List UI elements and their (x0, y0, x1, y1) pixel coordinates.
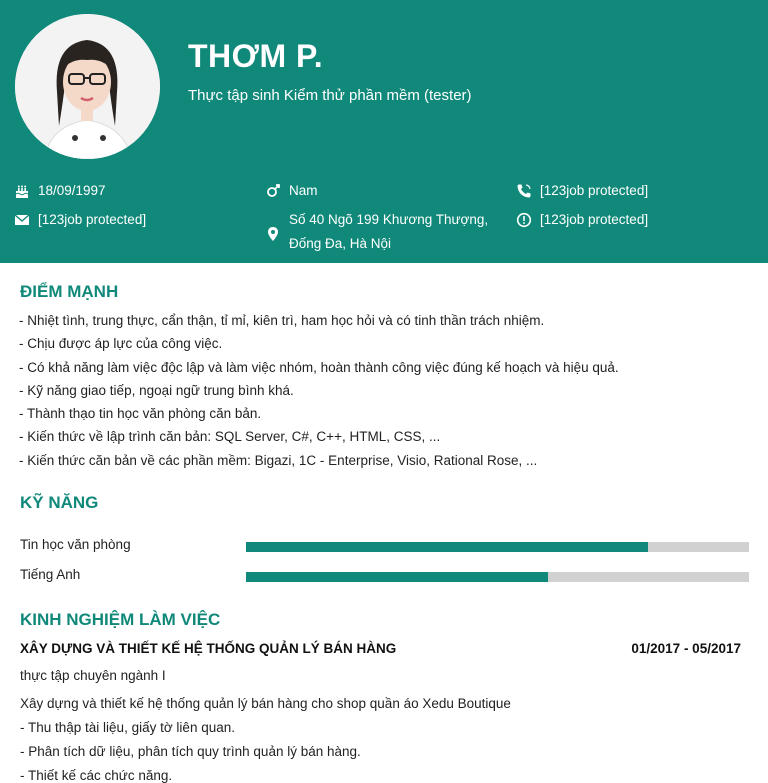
skills-heading: KỸ NĂNG (20, 493, 99, 512)
address-line-2: Đống Đa, Hà Nội (289, 236, 392, 251)
strengths-heading: ĐIỂM MẠNH (20, 282, 119, 301)
phone-text[interactable]: [123job protected] (540, 183, 649, 198)
job-role: thực tập chuyên ngành I (20, 668, 166, 683)
strength-item: - Thành thạo tin học văn phòng căn bản. (19, 406, 262, 422)
experience-heading: KINH NGHIỆM LÀM VIỆC (20, 610, 221, 629)
skill-level-fill (246, 542, 648, 552)
website-text[interactable]: [123job protected] (540, 212, 649, 227)
strength-item: - Có khả năng làm việc độc lập và làm việc nhóm, hoàn thành công việc đúng kế hoạch và hiệu quả. (19, 359, 619, 375)
task-item: - Thiết kế các chức năng. (20, 768, 173, 783)
strength-item: - Kiến thức căn bản về các phần mềm: Bigazi, 1C - Enterprise, Visio, Rational Rose, ... (19, 452, 538, 468)
gender-icon (265, 183, 281, 199)
phone-icon (516, 183, 532, 199)
skill-label: Tiếng Anh (20, 567, 81, 582)
job-description: Xây dựng và thiết kế hệ thống quản lý bán hàng cho shop quần áo Xedu Boutique (20, 696, 511, 711)
task-item: - Thu thập tài liệu, giấy tờ liên quan. (20, 720, 235, 735)
skill-level-fill (246, 572, 548, 582)
email-text[interactable]: [123job protected] (38, 212, 147, 227)
strength-item: - Kỹ năng giao tiếp, ngoại ngữ trung bình khá. (19, 382, 294, 398)
skill-level-bar (246, 572, 749, 582)
address-line-1: Số 40 Ngõ 199 Khương Thượng, (289, 212, 489, 227)
info-circle-icon (516, 212, 532, 228)
candidate-name: THƠM P. (188, 38, 324, 74)
envelope-icon (14, 212, 30, 228)
strengths-list (19, 309, 619, 472)
birthday-text: 18/09/1997 (38, 183, 106, 198)
strength-item: - Nhiệt tình, trung thực, cẩn thận, tỉ mỉ, kiên trì, ham học hỏi và có tinh thần trách nhiệm. (19, 313, 545, 328)
job-date: 01/2017 - 05/2017 (631, 641, 741, 656)
skill-label: Tin học văn phòng (20, 537, 131, 552)
candidate-position: Thực tập sinh Kiểm thử phần mềm (tester) (188, 87, 472, 104)
strength-item: - Kiến thức về lập trình căn bản: SQL Server, C#, C++, HTML, CSS, ... (19, 429, 441, 445)
gender-text: Nam (289, 183, 318, 198)
avatar-photo (15, 14, 160, 159)
job-title: XÂY DỰNG VÀ THIẾT KẾ HỆ THỐNG QUẢN LÝ BÁN HÀNG (20, 641, 397, 656)
map-pin-icon (265, 226, 281, 242)
avatar (15, 14, 160, 159)
task-item: - Phân tích dữ liệu, phân tích quy trình quản lý bán hàng. (20, 744, 361, 759)
header-banner (0, 0, 768, 263)
strength-item: - Chịu được áp lực của công việc. (19, 336, 223, 352)
skill-level-bar (246, 542, 749, 552)
cake-icon (14, 183, 30, 199)
